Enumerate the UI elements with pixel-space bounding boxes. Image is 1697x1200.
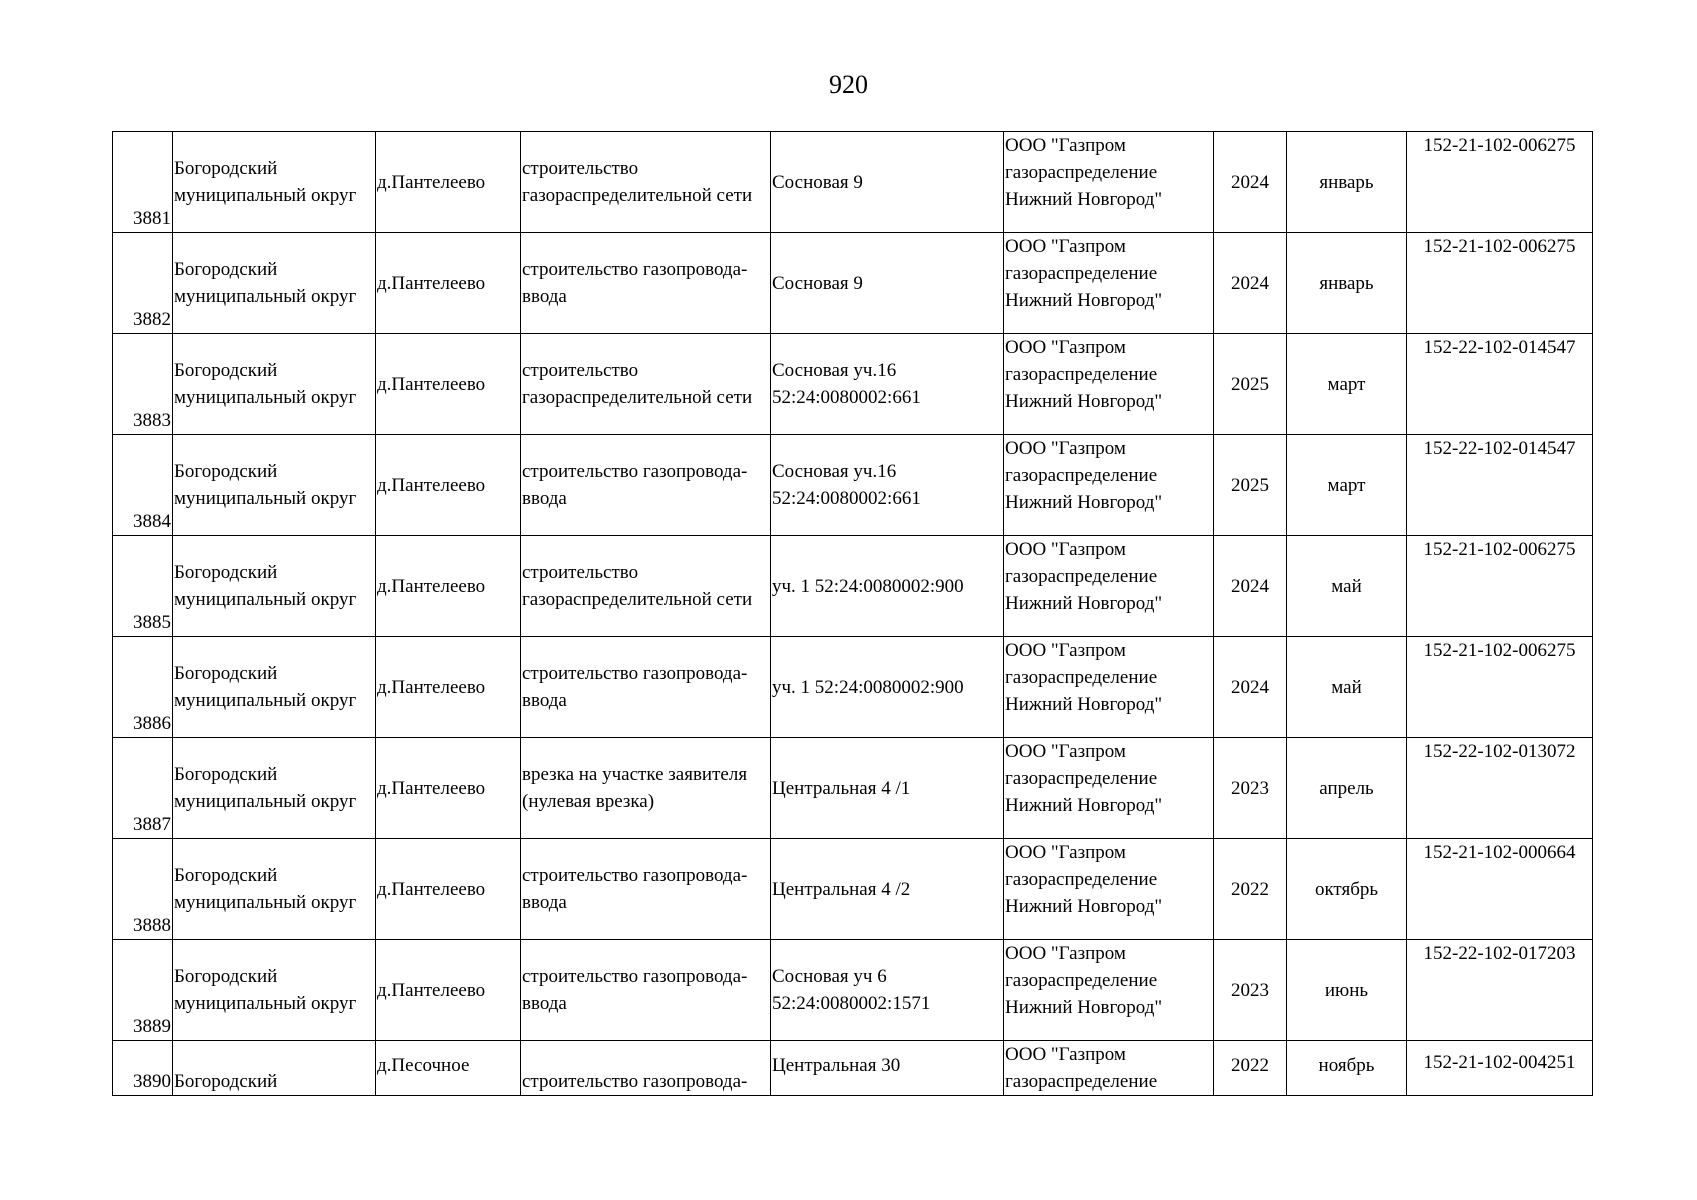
work-type-line: врезка на участке заявителя <box>522 764 748 785</box>
district-line: муниципальный округ <box>174 589 357 610</box>
organization-line: Нижний Новгород" <box>1005 694 1163 715</box>
district-cell <box>173 536 376 637</box>
work-type-line: газораспределительной сети <box>522 589 753 610</box>
month-cell: ноябрь <box>1287 1041 1407 1096</box>
work-type-line: газораспределительной сети <box>522 387 753 408</box>
address-cell <box>771 1041 1004 1096</box>
row-number-cell: 3887 <box>113 738 173 839</box>
table-row <box>113 233 1593 334</box>
table-body <box>113 132 1593 1096</box>
organization-line: газораспределение <box>1005 162 1158 183</box>
organization-line: Нижний Новгород" <box>1005 896 1163 917</box>
organization-cell <box>1004 435 1214 536</box>
work-type-line: строительство газопровода- <box>522 1071 748 1092</box>
organization-line: ООО "Газпром <box>1005 1044 1126 1065</box>
locality-cell: д.Пантелеево <box>376 536 521 637</box>
district-line: Богородский <box>174 966 278 987</box>
locality-cell: д.Пантелеево <box>376 435 521 536</box>
work-type-line: строительство газопровода- <box>522 259 748 280</box>
table-row <box>113 637 1593 738</box>
district-line: муниципальный округ <box>174 185 357 206</box>
month-cell: октябрь <box>1287 839 1407 940</box>
organization-line: Нижний Новгород" <box>1005 391 1163 412</box>
locality-cell: д.Пантелеево <box>376 132 521 233</box>
table-row <box>113 839 1593 940</box>
year-cell: 2025 <box>1214 435 1287 536</box>
district-line: Богородский <box>174 259 278 280</box>
locality-cell: д.Пантелеево <box>376 839 521 940</box>
district-cell <box>173 940 376 1041</box>
district-line: Богородский <box>174 360 278 381</box>
address-line: 52:24:0080002:1571 <box>772 993 931 1014</box>
organization-cell <box>1004 839 1214 940</box>
code-cell: 152-21-102-006275 <box>1407 233 1593 334</box>
district-line: муниципальный округ <box>174 286 357 307</box>
code-cell: 152-22-102-014547 <box>1407 334 1593 435</box>
table-row <box>113 738 1593 839</box>
address-line: Сосновая уч.16 <box>772 360 897 381</box>
work-type-line: строительство <box>522 158 639 179</box>
work-type-cell <box>521 435 771 536</box>
month-cell: апрель <box>1287 738 1407 839</box>
work-type-line: ввода <box>522 892 567 913</box>
organization-line: газораспределение <box>1005 869 1158 890</box>
work-type-line: ввода <box>522 286 567 307</box>
organization-cell <box>1004 738 1214 839</box>
table-row <box>113 1041 1593 1096</box>
year-cell: 2023 <box>1214 940 1287 1041</box>
district-line: муниципальный округ <box>174 892 357 913</box>
work-type-cell <box>521 536 771 637</box>
address-cell <box>771 334 1004 435</box>
locality-cell: д.Пантелеево <box>376 637 521 738</box>
month-cell: май <box>1287 637 1407 738</box>
year-cell: 2025 <box>1214 334 1287 435</box>
work-type-cell <box>521 233 771 334</box>
work-type-line: строительство <box>522 562 639 583</box>
month-cell: июнь <box>1287 940 1407 1041</box>
district-line: муниципальный округ <box>174 791 357 812</box>
work-type-cell <box>521 637 771 738</box>
district-line: муниципальный округ <box>174 993 357 1014</box>
month-cell: январь <box>1287 132 1407 233</box>
work-type-line: (нулевая врезка) <box>522 791 655 812</box>
organization-line: газораспределение <box>1005 970 1158 991</box>
address-cell <box>771 637 1004 738</box>
organization-line: Нижний Новгород" <box>1005 795 1163 816</box>
address-cell <box>771 536 1004 637</box>
organization-line: Нижний Новгород" <box>1005 492 1163 513</box>
locality-cell: д.Пантелеево <box>376 738 521 839</box>
district-cell <box>173 839 376 940</box>
organization-line: ООО "Газпром <box>1005 943 1126 964</box>
work-type-cell <box>521 839 771 940</box>
year-cell: 2022 <box>1214 1041 1287 1096</box>
district-cell <box>173 738 376 839</box>
organization-cell <box>1004 132 1214 233</box>
organization-line: ООО "Газпром <box>1005 337 1126 358</box>
table-row <box>113 132 1593 233</box>
row-number-cell: 3885 <box>113 536 173 637</box>
district-line: Богородский <box>174 461 278 482</box>
organization-line: ООО "Газпром <box>1005 640 1126 661</box>
organization-line: ООО "Газпром <box>1005 741 1126 762</box>
address-line: 52:24:0080002:661 <box>772 488 921 509</box>
locality-cell: д.Пантелеево <box>376 940 521 1041</box>
table-row <box>113 940 1593 1041</box>
district-cell <box>173 435 376 536</box>
registry-table <box>112 131 1593 1096</box>
work-type-line: ввода <box>522 488 567 509</box>
organization-cell <box>1004 233 1214 334</box>
district-line: муниципальный округ <box>174 387 357 408</box>
organization-line: газораспределение <box>1005 768 1158 789</box>
work-type-line: строительство <box>522 360 639 381</box>
locality-cell: д.Пантелеево <box>376 334 521 435</box>
address-line: Сосновая уч 6 <box>772 966 887 987</box>
organization-cell <box>1004 940 1214 1041</box>
code-cell: 152-21-102-006275 <box>1407 536 1593 637</box>
work-type-line: строительство газопровода- <box>522 966 748 987</box>
district-cell <box>173 233 376 334</box>
district-cell <box>173 132 376 233</box>
work-type-cell <box>521 1041 771 1096</box>
address-line: Центральная 30 <box>772 1055 901 1076</box>
district-cell <box>173 1041 376 1096</box>
work-type-cell <box>521 334 771 435</box>
district-line: Богородский <box>174 865 278 886</box>
month-cell: январь <box>1287 233 1407 334</box>
address-line: Сосновая 9 <box>772 272 863 294</box>
page-number: 920 <box>829 70 868 99</box>
row-number-cell: 3884 <box>113 435 173 536</box>
month-cell: март <box>1287 334 1407 435</box>
address-cell <box>771 132 1004 233</box>
address-line: Сосновая уч.16 <box>772 461 897 482</box>
organization-cell <box>1004 637 1214 738</box>
row-number-cell: 3882 <box>113 233 173 334</box>
work-type-line: ввода <box>522 690 567 711</box>
locality-cell: д.Пантелеево <box>376 233 521 334</box>
row-number-cell: 3888 <box>113 839 173 940</box>
organization-cell <box>1004 1041 1214 1096</box>
address-cell <box>771 738 1004 839</box>
row-number-cell: 3890 <box>113 1041 173 1096</box>
organization-line: Нижний Новгород" <box>1005 189 1163 210</box>
organization-line: ООО "Газпром <box>1005 438 1126 459</box>
code-cell: 152-22-102-014547 <box>1407 435 1593 536</box>
row-number-cell: 3881 <box>113 132 173 233</box>
organization-line: Нижний Новгород" <box>1005 997 1163 1018</box>
code-cell: 152-21-102-000664 <box>1407 839 1593 940</box>
address-line: 52:24:0080002:661 <box>772 387 921 408</box>
work-type-cell <box>521 132 771 233</box>
address-line: Сосновая 9 <box>772 171 863 193</box>
year-cell: 2024 <box>1214 132 1287 233</box>
organization-line: ООО "Газпром <box>1005 135 1126 156</box>
organization-line: газораспределение <box>1005 667 1158 688</box>
organization-cell <box>1004 536 1214 637</box>
organization-line: Нижний Новгород" <box>1005 593 1163 614</box>
year-cell: 2023 <box>1214 738 1287 839</box>
district-line: Богородский <box>174 764 278 785</box>
district-line: муниципальный округ <box>174 690 357 711</box>
district-cell <box>173 637 376 738</box>
address-line: уч. 1 52:24:0080002:900 <box>772 575 964 597</box>
work-type-cell <box>521 738 771 839</box>
district-cell <box>173 334 376 435</box>
year-cell: 2024 <box>1214 536 1287 637</box>
organization-line: газораспределение <box>1005 263 1158 284</box>
district-line: Богородский <box>174 158 278 179</box>
locality-cell: д.Песочное <box>376 1041 521 1096</box>
year-cell: 2024 <box>1214 233 1287 334</box>
organization-line: газораспределение <box>1005 566 1158 587</box>
organization-line: газораспределение <box>1005 1071 1158 1092</box>
work-type-line: строительство газопровода- <box>522 461 748 482</box>
row-number-cell: 3889 <box>113 940 173 1041</box>
organization-line: ООО "Газпром <box>1005 842 1126 863</box>
code-cell: 152-22-102-017203 <box>1407 940 1593 1041</box>
table-row <box>113 334 1593 435</box>
address-line: Центральная 4 /1 <box>772 777 911 799</box>
address-cell <box>771 839 1004 940</box>
organization-line: газораспределение <box>1005 364 1158 385</box>
address-line: уч. 1 52:24:0080002:900 <box>772 676 964 698</box>
month-cell: март <box>1287 435 1407 536</box>
table-row <box>113 536 1593 637</box>
year-cell: 2024 <box>1214 637 1287 738</box>
address-cell <box>771 435 1004 536</box>
work-type-cell <box>521 940 771 1041</box>
work-type-line: газораспределительной сети <box>522 185 753 206</box>
work-type-line: строительство газопровода- <box>522 865 748 886</box>
organization-line: ООО "Газпром <box>1005 236 1126 257</box>
district-line: Богородский <box>174 663 278 684</box>
address-cell <box>771 233 1004 334</box>
table-row <box>113 435 1593 536</box>
month-cell: май <box>1287 536 1407 637</box>
organization-line: газораспределение <box>1005 465 1158 486</box>
address-line: Центральная 4 /2 <box>772 878 911 900</box>
organization-line: Нижний Новгород" <box>1005 290 1163 311</box>
row-number-cell: 3883 <box>113 334 173 435</box>
district-line: Богородский <box>174 1071 278 1092</box>
district-line: муниципальный округ <box>174 488 357 509</box>
code-cell: 152-22-102-013072 <box>1407 738 1593 839</box>
district-line: Богородский <box>174 562 278 583</box>
organization-line: ООО "Газпром <box>1005 539 1126 560</box>
row-number-cell: 3886 <box>113 637 173 738</box>
code-cell: 152-21-102-006275 <box>1407 637 1593 738</box>
address-cell <box>771 940 1004 1041</box>
code-cell: 152-21-102-004251 <box>1407 1041 1593 1096</box>
year-cell: 2022 <box>1214 839 1287 940</box>
work-type-line: ввода <box>522 993 567 1014</box>
code-cell: 152-21-102-006275 <box>1407 132 1593 233</box>
work-type-line: строительство газопровода- <box>522 663 748 684</box>
organization-cell <box>1004 334 1214 435</box>
